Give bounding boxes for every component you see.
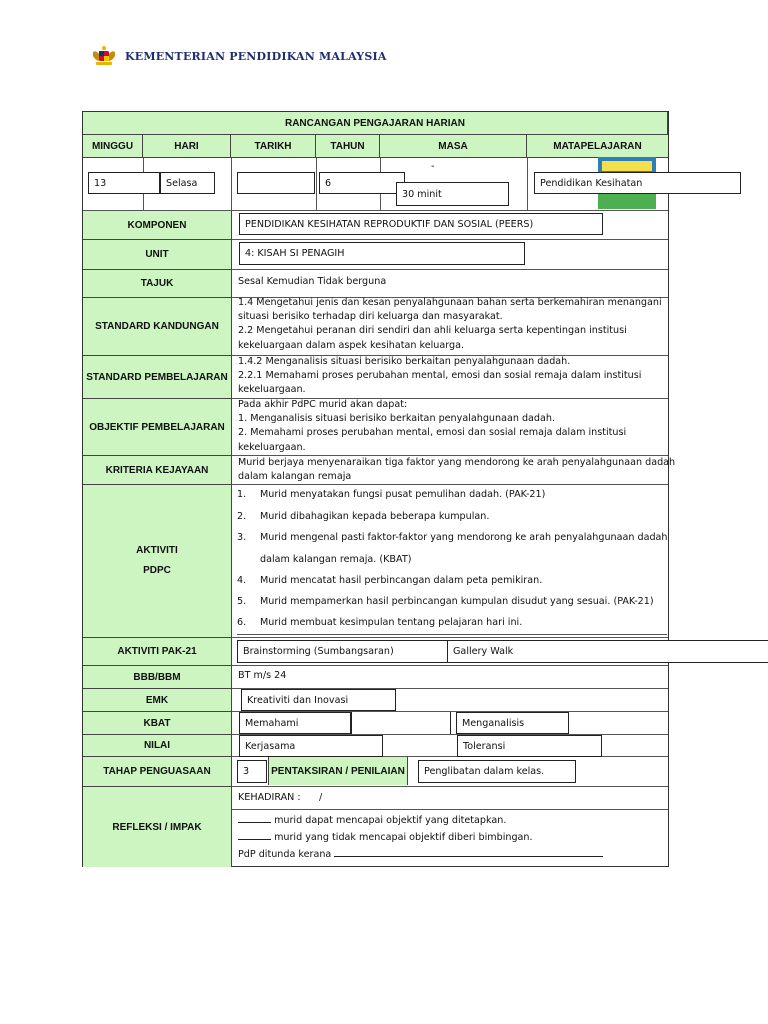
label-bbb: BBB/BBM: [83, 666, 232, 689]
col-masa: MASA: [380, 135, 527, 158]
emk-field[interactable]: Kreativiti dan Inovasi: [241, 689, 396, 711]
tahap-field[interactable]: 3: [237, 760, 267, 783]
malaysia-coat-of-arms-icon: [90, 44, 118, 68]
standard-kandungan-text: 1.4 Mengetahui jenis dan kesan penyalahgunaan bahan serta berkemahiran menangani situasi berisiko terhadap diri keluarga dan masyarakat. 2.2 Mengetahui peranan diri sendiri dan ahli keluarga serta kepentingan institusi kekeluargaan dalam aspek kesihatan keluarga.: [238, 297, 662, 351]
col-minggu: MINGGU: [83, 135, 143, 158]
kbat-field-2[interactable]: [351, 712, 451, 734]
objektif-text: Pada akhir PdPC murid akan dapat: 1. Menganalisis situasi berisiko berkaitan penyalahgunaan dadah. 2. Memahami proses perubahan mental, emosi dan sosial remaja dalam institusi kekeluargaan.: [238, 399, 627, 453]
aktiviti-item: 4. Murid mencatat hasil perbincangan dalam peta pemikiran.: [237, 575, 543, 586]
masa-field[interactable]: 30 minit: [396, 182, 509, 206]
label-aktiviti-line1: AKTIVITI: [136, 545, 178, 556]
matapelajaran-field[interactable]: Pendidikan Kesihatan: [534, 172, 741, 194]
label-aktiviti-line2: PDPC: [143, 565, 171, 576]
minggu-field[interactable]: 13: [88, 172, 160, 194]
pak21-field-1[interactable]: Brainstorming (Sumbangsaran): [237, 640, 448, 663]
aktiviti-item: 2. Murid dibahagikan kepada beberapa kumpulan.: [237, 511, 490, 522]
aktiviti-item: 6. Murid membuat kesimpulan tentang pelajaran hari ini.: [237, 617, 523, 628]
nilai-field-2[interactable]: Toleransi: [457, 735, 602, 757]
tarikh-field[interactable]: [237, 172, 315, 194]
nilai-field-1[interactable]: Kerjasama: [239, 735, 383, 757]
table-title: RANCANGAN PENGAJARAN HARIAN: [83, 112, 668, 135]
col-tarikh: TARIKH: [231, 135, 316, 158]
standard-pembelajaran-text: 1.4.2 Menganalisis situasi berisiko berkaitan penyalahgunaan dadah. 2.2.1 Memahami proses perubahan mental, emosi dan sosial remaja dalam institusi kekeluargaan.: [238, 356, 642, 396]
aktiviti-item: dalam kalangan remaja. (KBAT): [260, 554, 412, 565]
kehadiran-text: KEHADIRAN : /: [238, 792, 323, 803]
pak21-field-2[interactable]: Gallery Walk: [447, 640, 768, 663]
aktiviti-item: 1. Murid menyatakan fungsi pusat pemulihan dadah. (PAK-21): [237, 489, 546, 500]
label-refleksi: REFLEKSI / IMPAK: [83, 787, 232, 867]
bbb-text: BT m/s 24: [238, 670, 287, 681]
label-komponen: KOMPONEN: [83, 211, 232, 240]
pentaksiran-field[interactable]: Penglibatan dalam kelas.: [418, 760, 576, 783]
aktiviti-item: 3. Murid mengenal pasti faktor-faktor yang mendorong ke arah penyalahgunaan dadah: [237, 532, 668, 543]
label-emk: EMK: [83, 689, 232, 712]
label-aktiviti: [83, 485, 232, 638]
unit-field[interactable]: 4: KISAH SI PENAGIH: [239, 242, 525, 265]
col-hari: HARI: [143, 135, 231, 158]
col-matapelajaran: MATAPELAJARAN: [527, 135, 668, 158]
label-tahap: TAHAP PENGUASAAN: [83, 757, 232, 787]
label-nilai: NILAI: [83, 735, 232, 757]
tahun-field[interactable]: 6: [319, 172, 405, 194]
aktiviti-item: 5. Murid mempamerkan hasil perbincangan kumpulan disudut yang sesuai. (PAK-21): [237, 596, 654, 607]
label-objektif: OBJEKTIF PEMBELAJARAN: [83, 399, 232, 456]
komponen-field[interactable]: PENDIDIKAN KESIHATAN REPRODUKTIF DAN SOSIAL (PEERS): [239, 213, 603, 235]
label-kbat: KBAT: [83, 712, 232, 735]
masa-dash: -: [431, 161, 435, 172]
label-aktiviti-pak21: AKTIVITI PAK-21: [83, 638, 232, 666]
refleksi-line-2: murid yang tidak mencapai objektif diberi bimbingan.: [238, 831, 533, 845]
kriteria-text: Murid berjaya menyenaraikan tiga faktor yang mendorong ke arah penyalahgunaan dadah dalam kalangan remaja: [238, 457, 676, 483]
col-tahun: TAHUN: [316, 135, 380, 158]
hari-field[interactable]: Selasa: [160, 172, 215, 194]
tajuk-text: Sesal Kemudian Tidak berguna: [238, 276, 387, 287]
label-kriteria: KRITERIA KEJAYAAN: [83, 456, 232, 485]
label-standard-kandungan: STANDARD KANDUNGAN: [83, 298, 232, 356]
label-standard-pembelajaran: STANDARD PEMBELAJARAN: [83, 356, 232, 399]
label-unit: UNIT: [83, 240, 232, 270]
ministry-title: KEMENTERIAN PENDIDIKAN MALAYSIA: [125, 50, 387, 63]
refleksi-line-1: murid dapat mencapai objektif yang ditetapkan.: [238, 814, 506, 828]
label-pentaksiran: PENTAKSIRAN / PENILAIAN: [268, 757, 408, 785]
kbat-field-1[interactable]: Memahami: [239, 712, 351, 734]
refleksi-line-3: PdP ditunda kerana: [238, 848, 603, 862]
kbat-field-3[interactable]: Menganalisis: [456, 712, 569, 734]
label-tajuk: TAJUK: [83, 270, 232, 298]
